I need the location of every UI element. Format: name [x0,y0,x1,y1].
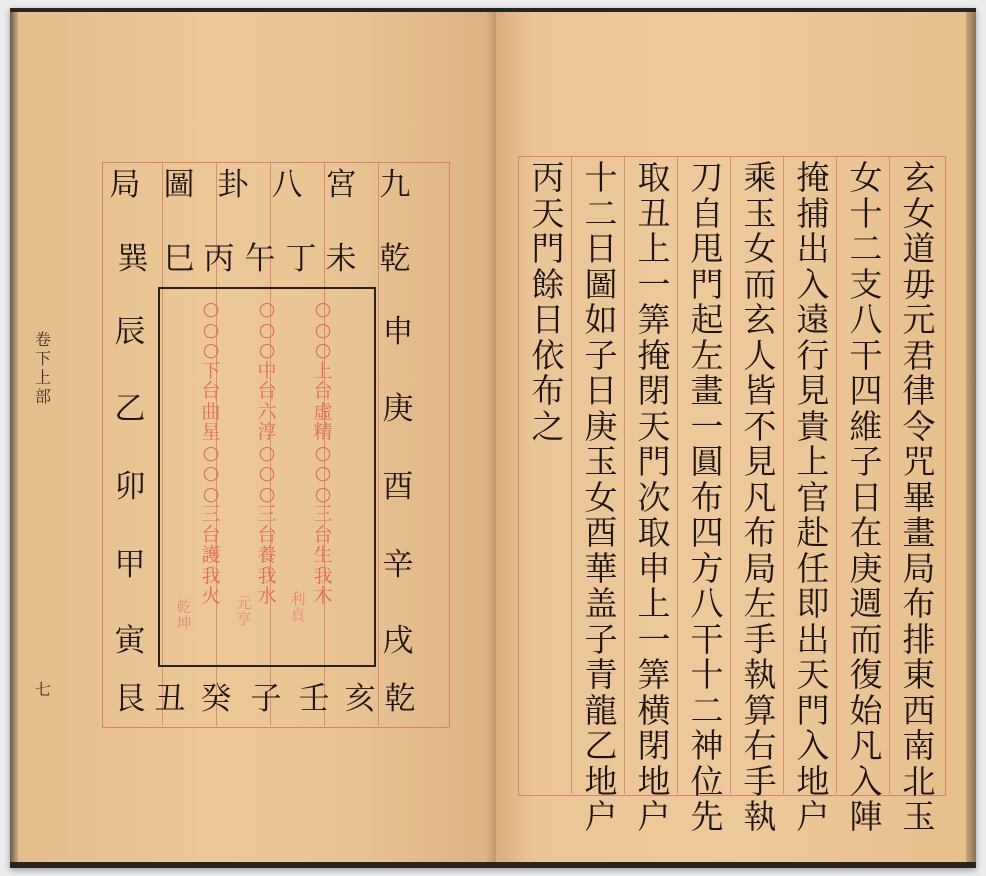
text-column: 取丑上一筭掩閉天門次取申上一筭横閉地户 [637,158,671,836]
direction-char: 申 [382,314,414,350]
book-edge-right [966,12,976,862]
direction-char: 丑 [154,681,186,717]
left-page [18,12,497,862]
direction-char: 卯 [114,469,146,505]
page-number: 七 [34,680,51,699]
title-char: 八 [271,167,303,203]
red-annotation: 乾坤 [176,598,192,632]
text-column: 乘玉女而玄人皆不見凡布局左手執算右手執 [743,158,777,836]
red-column: ○○○上台虛精○○○三台生我木 [313,298,333,607]
direction-char: 午 [244,241,276,277]
text-column: 刀自甩門起左畫一圓布四方八干十二神位先 [690,158,724,836]
direction-char: 壬 [298,681,330,717]
direction-char: 子 [250,681,282,717]
direction-char: 丙 [203,241,235,277]
direction-char: 酉 [382,469,414,505]
direction-char: 艮 [114,681,146,717]
text-column: 十二日圖如子日庚玉女酉華盖子青龍乙地户 [584,158,618,836]
rule-line [624,156,625,794]
folio-label: 卷下上部 [34,330,51,406]
direction-char: 未 [325,241,357,277]
right-page [496,12,968,862]
rule-line [730,156,731,794]
open-book [10,8,976,868]
title-char: 宮 [325,167,357,203]
central-table-box [158,287,376,667]
direction-char: 巽 [117,241,149,277]
direction-char: 乾 [384,681,416,717]
rule-line [677,156,678,794]
title-char: 卦 [217,167,249,203]
red-column: ○○○中台六淳○○○三台養我水 [257,298,277,607]
direction-char: 乾 [379,241,411,277]
red-annotation: 元亨 [236,594,252,628]
direction-char: 乙 [114,391,146,427]
title-char: 九 [379,167,411,203]
red-column: ○○○下台曲星○○○三台護我火 [201,298,221,607]
direction-char: 巳 [163,241,195,277]
red-annotation: 利貞 [290,590,306,624]
direction-char: 甲 [114,547,146,583]
direction-char: 辛 [382,547,414,583]
rule-line [889,156,890,794]
direction-char: 辰 [114,314,146,350]
rule-line [836,156,837,794]
rule-line [571,156,572,794]
text-column: 女十二支八干四維子日在庚週而復始凡入陣 [849,158,883,836]
title-char: 圖 [163,167,195,203]
rule-line [783,156,784,794]
direction-char: 癸 [200,681,232,717]
direction-char: 庚 [382,391,414,427]
direction-char: 亥 [344,681,376,717]
title-char: 局 [109,167,141,203]
text-column: 掩捕出入遠行見貴上官赴任即出天門入地户 [796,158,830,836]
direction-char: 丁 [285,241,317,277]
direction-char: 寅 [114,623,146,659]
direction-char: 戌 [382,623,414,659]
text-column: 玄女道毋元君律令咒畢畫局布排東西南北玉 [902,158,936,836]
text-column: 丙天門餘日依布之 [531,158,565,446]
